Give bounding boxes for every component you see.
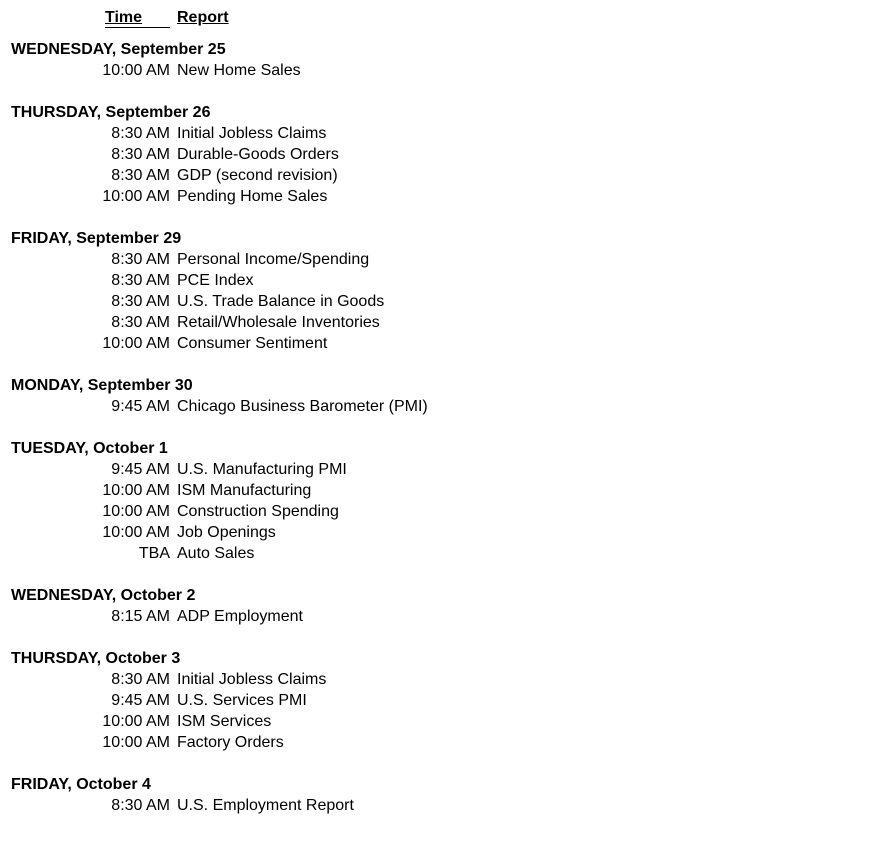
event-report: Construction Spending xyxy=(177,503,339,520)
event-report: Job Openings xyxy=(177,524,276,541)
event-time: 10:00 AM xyxy=(102,734,170,751)
event-row xyxy=(0,669,700,690)
event-time: 10:00 AM xyxy=(102,713,170,730)
event-time: 10:00 AM xyxy=(102,503,170,520)
day-section xyxy=(0,102,700,207)
event-time: 8:30 AM xyxy=(111,293,170,310)
event-time: 9:45 AM xyxy=(111,692,170,709)
event-row xyxy=(0,480,700,501)
event-time: 8:30 AM xyxy=(111,251,170,268)
event-report: ISM Manufacturing xyxy=(177,482,312,499)
event-report: Retail/Wholesale Inventories xyxy=(177,314,380,331)
day-section xyxy=(0,438,700,564)
event-time: 8:30 AM xyxy=(111,797,170,814)
event-report: Durable-Goods Orders xyxy=(177,146,339,163)
event-report: U.S. Manufacturing PMI xyxy=(177,461,347,478)
time-column-header: Time xyxy=(105,8,170,28)
event-time: 8:30 AM xyxy=(111,314,170,331)
event-time: 8:30 AM xyxy=(111,671,170,688)
event-row xyxy=(0,606,700,627)
event-row xyxy=(0,459,700,480)
event-row xyxy=(0,711,700,732)
day-heading: FRIDAY, September 29 xyxy=(11,230,182,247)
event-row xyxy=(0,501,700,522)
event-time: 8:30 AM xyxy=(111,272,170,289)
event-report: U.S. Services PMI xyxy=(177,692,307,709)
event-row xyxy=(0,795,700,816)
event-report: Consumer Sentiment xyxy=(177,335,328,352)
event-row xyxy=(0,60,700,81)
day-heading: TUESDAY, October 1 xyxy=(11,440,168,457)
event-report: ISM Services xyxy=(177,713,272,730)
event-report: ADP Employment xyxy=(177,608,303,625)
event-row xyxy=(0,396,700,417)
event-report: U.S. Employment Report xyxy=(177,797,354,814)
event-time: 10:00 AM xyxy=(102,482,170,499)
day-section xyxy=(0,228,700,354)
column-header xyxy=(0,8,600,29)
event-report: Auto Sales xyxy=(177,545,255,562)
day-section xyxy=(0,39,700,81)
day-section xyxy=(0,648,700,753)
day-heading: WEDNESDAY, October 2 xyxy=(11,587,196,604)
event-report: Personal Income/Spending xyxy=(177,251,370,268)
report-column-header: Report xyxy=(177,9,229,26)
day-heading: MONDAY, September 30 xyxy=(11,377,193,394)
event-time: TBA xyxy=(138,545,170,562)
day-heading: WEDNESDAY, September 25 xyxy=(11,41,226,58)
economic-calendar xyxy=(0,39,700,816)
event-report: Chicago Business Barometer (PMI) xyxy=(177,398,428,415)
event-report: Pending Home Sales xyxy=(177,188,328,205)
event-row xyxy=(0,270,700,291)
event-time: 10:00 AM xyxy=(102,524,170,541)
event-row xyxy=(0,732,700,753)
event-time: 8:15 AM xyxy=(111,608,170,625)
event-row xyxy=(0,291,700,312)
day-heading: THURSDAY, September 26 xyxy=(11,104,211,121)
event-row xyxy=(0,144,700,165)
event-row xyxy=(0,249,700,270)
event-report: GDP (second revision) xyxy=(177,167,338,184)
day-section xyxy=(0,375,700,417)
event-row xyxy=(0,186,700,207)
event-report: New Home Sales xyxy=(177,62,301,79)
event-row xyxy=(0,690,700,711)
event-report: PCE Index xyxy=(177,272,254,289)
day-section xyxy=(0,585,700,627)
event-report: Initial Jobless Claims xyxy=(177,671,327,688)
event-time: 10:00 AM xyxy=(102,62,170,79)
event-row xyxy=(0,123,700,144)
event-row xyxy=(0,165,700,186)
event-time: 10:00 AM xyxy=(102,188,170,205)
day-heading: THURSDAY, October 3 xyxy=(11,650,181,667)
event-row xyxy=(0,522,700,543)
event-row xyxy=(0,312,700,333)
event-time: 8:30 AM xyxy=(111,167,170,184)
day-section xyxy=(0,774,700,816)
event-report: Factory Orders xyxy=(177,734,284,751)
event-row xyxy=(0,333,700,354)
event-report: U.S. Trade Balance in Goods xyxy=(177,293,385,310)
event-time: 9:45 AM xyxy=(111,398,170,415)
day-heading: FRIDAY, October 4 xyxy=(11,776,151,793)
event-time: 9:45 AM xyxy=(111,461,170,478)
event-time: 8:30 AM xyxy=(111,125,170,142)
event-time: 10:00 AM xyxy=(102,335,170,352)
event-report: Initial Jobless Claims xyxy=(177,125,327,142)
event-time: 8:30 AM xyxy=(111,146,170,163)
event-row xyxy=(0,543,700,564)
